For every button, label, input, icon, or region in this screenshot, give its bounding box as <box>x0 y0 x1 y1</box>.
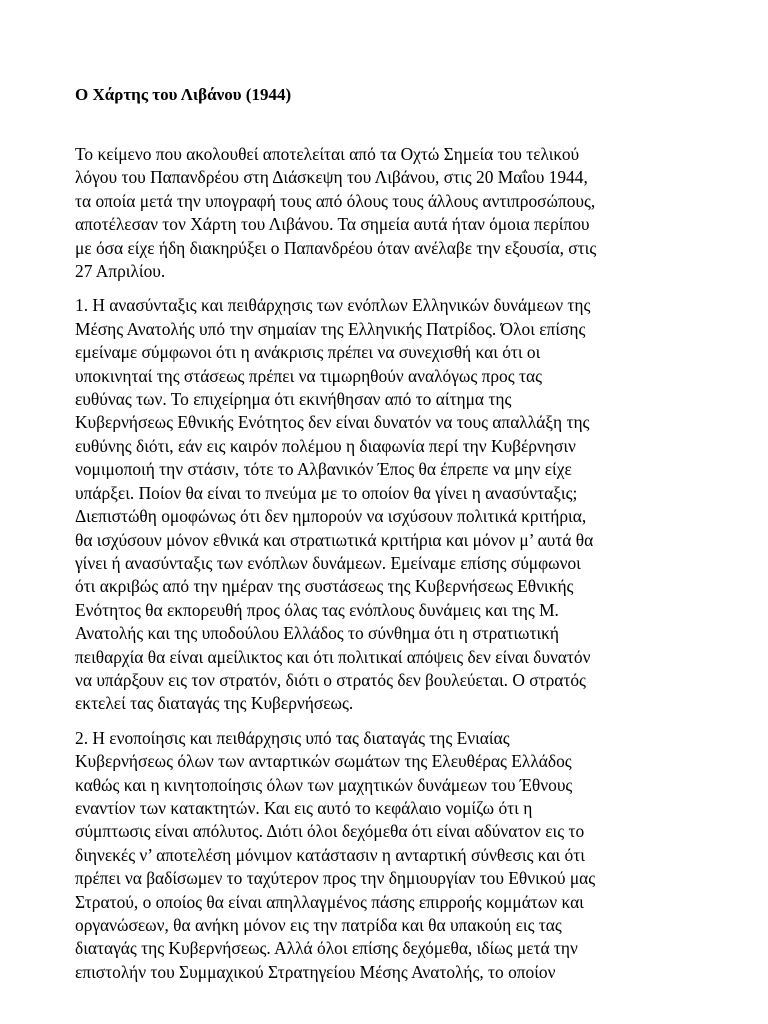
text-line: ότι ακριβώς από την ημέραν της συστάσεως της Κυβερνήσεως Εθνικής <box>75 576 574 597</box>
text-line: Διεπιστώθη ομοφώνως ότι δεν ημπορούν να ισχύσουν πολιτικά κριτήρια, <box>75 506 587 527</box>
text-line: αποτέλεσαν τον Χάρτη του Λιβάνου. Τα σημεία αυτά ήταν όμοια περίπου <box>75 214 590 235</box>
text-line: 1. Η ανασύνταξις και πειθάρχησις των ενόπλων Ελληνικών δυνάμεων της <box>75 295 591 316</box>
text-line: ευθύνας των. Το επιχείρημα ότι εκινήθησαν από το αίτημα της <box>75 389 512 410</box>
text-line: Στρατού, ο οποίος θα είναι απηλλαγμένος πάσης επιρροής κομμάτων και <box>75 891 584 912</box>
text-line: οργανώσεων, θα ανήκη μόνον εις την πατρίδα και θα υπακούη εις τας <box>75 915 562 935</box>
text-line: 27 Απριλίου. <box>75 261 166 282</box>
text-line: εναντίον των κατακτητών. Και εις αυτό το κεφάλαιο νομίζω ότι η <box>75 797 533 818</box>
text-line: σύμπτωσις είναι απόλυτος. Διότι όλοι δεχόμεθα ότι είναι αδύνατον εις το <box>75 821 585 842</box>
text-line: τα οποία μετά την υπογραφή τους από όλους τους άλλους αντιπροσώπους, <box>75 190 596 211</box>
text-line: διηνεκές ν’ αποτελέση μόνιμον κατάστασιν η ανταρτική σύνθεσις και ότι <box>75 844 585 865</box>
text-line: επιστολήν του Συμμαχικού Στρατηγείου Μέσης Ανατολής, το οποίον <box>75 961 556 982</box>
intro-paragraph <box>75 143 695 283</box>
text-line: 2. Η ενοποίησις και πειθάρχησις υπό τας διαταγάς της Ενιαίας <box>75 727 510 748</box>
text-line: νομιμοποιή την στάσιν, τότε το Αλβανικόν Έπος θα έπρεπε να μην είχε <box>75 459 572 480</box>
text-line: καθώς και η κινητοποίησις όλων των μαχητικών δυνάμεων του Έθνους <box>75 774 573 795</box>
text-line: εκτελεί τας διαταγάς της Κυβερνήσεως. <box>75 693 354 714</box>
text-line: εμείναμε σύμφωνοι ότι η ανάκρισις πρέπει να συνεχισθή και ότι οι <box>75 342 541 363</box>
text-line: υπάρξει. Ποίον θα είναι το πνεύμα με το οποίον θα γίνει η ανασύνταξις; <box>75 482 578 503</box>
text-line: Ενότητος θα εκπορευθή προς όλας τας ενόπλους δυνάμεις και της Μ. <box>75 599 559 620</box>
text-line: υποκινηταί της στάσεως πρέπει να τιμωρηθούν αναλόγως προς τας <box>75 365 542 386</box>
text-line: να υπάρξουν εις τον στρατόν, διότι ο στρατός δεν βουλεύεται. Ο στρατός <box>75 669 586 690</box>
text-line: Κυβερνήσεως Εθνικής Ενότητος δεν είναι δυνατόν να τους απαλλάξη της <box>75 412 590 433</box>
text-line: θα ισχύσουν μόνον εθνικά και στρατιωτικά κριτήρια και μόνον μ’ αυτά θα <box>75 529 594 550</box>
text-line: πειθαρχία θα είναι αμείλικτος και ότι πολιτικαί απόψεις δεν είναι δυνατόν <box>75 646 591 667</box>
text-line: ευθύνης διότι, εάν εις καιρόν πολέμου η διαφωνία περί την Κυβέρνησιν <box>75 435 576 456</box>
text-line: με όσα είχε ήδη διακηρύξει ο Παπανδρέου όταν ανέλαβε την εξουσία, στις <box>75 237 597 258</box>
text-line: πρέπει να βαδίσωμεν το ταχύτερον προς την δημιουργίαν του Εθνικού μας <box>75 868 596 889</box>
point-2-paragraph <box>75 727 695 984</box>
text-line: λόγου του Παπανδρέου στη Διάσκεψη του Λιβάνου, στις 20 Μαΐου 1944, <box>75 167 588 188</box>
document-page <box>75 84 695 984</box>
text-line: Το κείμενο που ακολουθεί αποτελείται από τα Οχτώ Σημεία του τελικού <box>75 144 580 164</box>
text-line: Μέσης Ανατολής υπό την σημαίαν της Ελληνικής Πατρίδος. Όλοι επίσης <box>75 318 586 339</box>
text-line: Κυβερνήσεως όλων των ανταρτικών σωμάτων της Ελευθέρας Ελλάδος <box>75 751 572 772</box>
text-line: διαταγάς της Κυβερνήσεως. Αλλά όλοι επίσης δεχόμεθα, ιδίως μετά την <box>75 938 578 959</box>
text-line: Ανατολής και της υποδούλου Ελλάδος το σύνθημα ότι η στρατιωτική <box>75 623 560 644</box>
document-title: Ο Χάρτης του Λιβάνου (1944) <box>75 85 292 104</box>
text-line: γίνει ή ανασύνταξις των ενόπλων δυνάμεων. Εμείναμε επίσης σύμφωνοι <box>75 552 581 573</box>
point-1-paragraph <box>75 294 695 715</box>
